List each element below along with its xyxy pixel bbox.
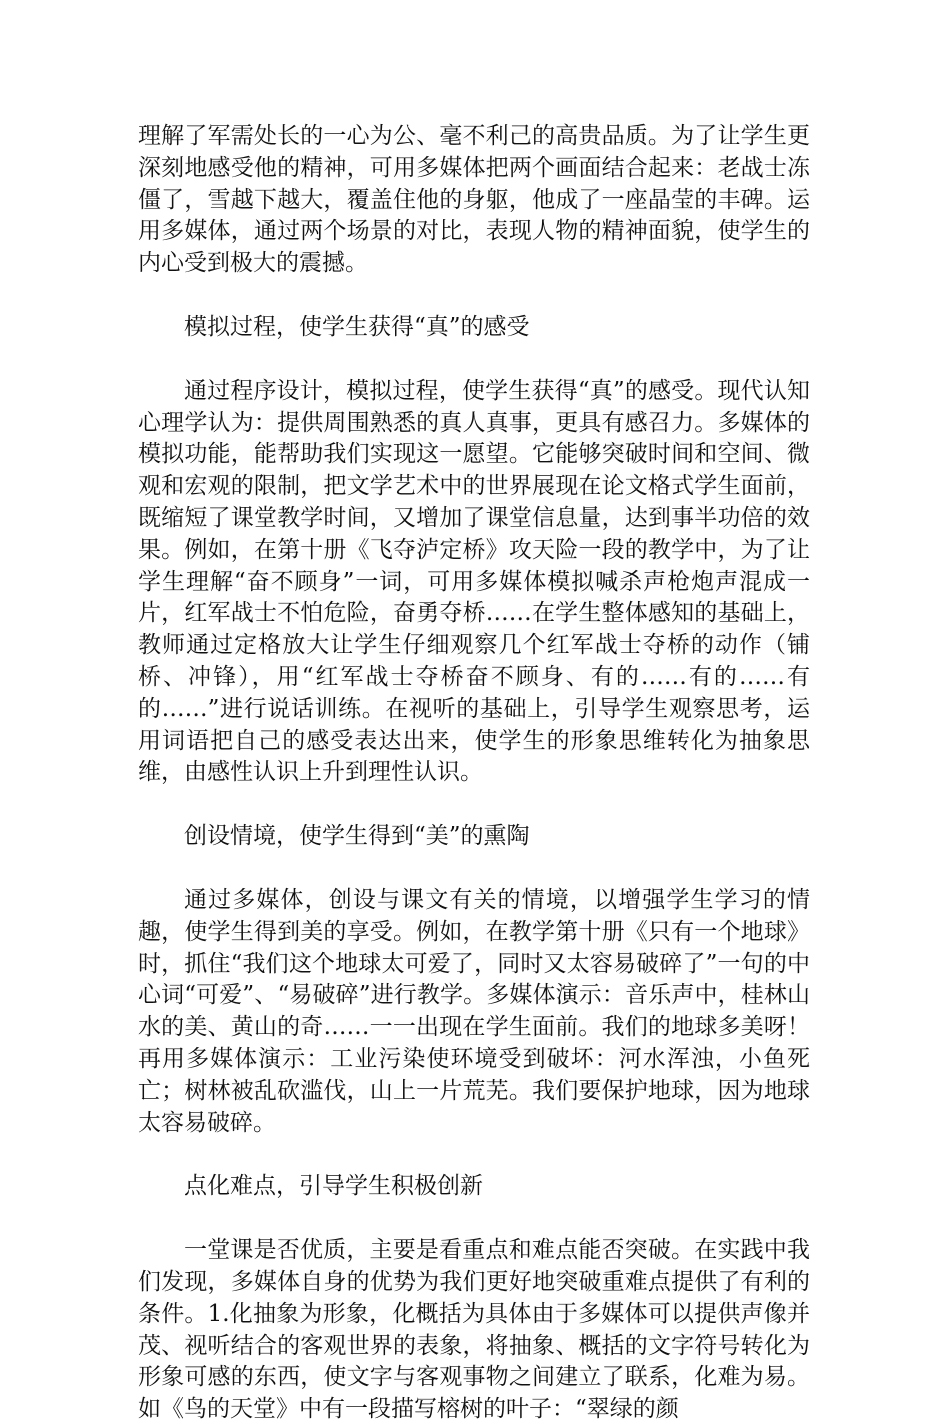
section-heading-situation: 创设情境，使学生得到“美”的熏陶 — [184, 823, 530, 850]
paragraph-gap — [138, 1139, 810, 1171]
paragraph-gap — [138, 1203, 810, 1235]
section-heading-simulation: 模拟过程，使学生获得“真”的感受 — [184, 313, 530, 340]
paragraph-gap — [138, 280, 810, 312]
document-body — [138, 121, 810, 1426]
paragraph-situation: 通过多媒体，创设与课文有关的情境，以增强学生学习的情趣，使学生得到美的享受。例如，在教学第十册《只有一个地球》时，抓住“我们这个地球太可爱了，同时又太容易破碎了”一句的中心词“可爱”、“易破碎”进行教学。多媒体演示：音乐声中，桂林山水的美、黄山的奇……一一出现在学生面前。我们的地球多美呀！再用多媒体演示：工业污染使环境受到破坏：河水浑浊，小鱼死亡；树林被乱砍滥伐，山上一片荒芜。我们要保护地球，因为地球太容易破碎。 — [138, 886, 810, 1136]
paragraph-simulation: 通过程序设计，模拟过程，使学生获得“真”的感受。现代认知心理学认为：提供周围熟悉的真人真事，更具有感召力。多媒体的模拟功能，能帮助我们实现这一愿望。它能够突破时间和空间、微观和宏观的限制，把文学艺术中的世界展现在论文格式学生面前，既缩短了课堂教学时间，又增加了课堂信息量，达到事半功倍的效果。例如，在第十册《飞夺泸定桥》攻天险一段的教学中，为了让学生理解“奋不顾身”一词，可用多媒体模拟喊杀声枪炮声混成一片，红军战士不怕危险，奋勇夺桥……在学生整体感知的基础上，教师通过定格放大让学生仔细观察几个红军战士夺桥的动作（铺桥、冲锋），用“红军战士夺桥奋不顾身、有的……有的……有的……”进行说话训练。在视听的基础上，引导学生观察思考，运用词语把自己的感受表达出来，使学生的形象思维转化为抽象思维，由感性认识上升到理性认识。 — [138, 377, 810, 786]
paragraph-continuation: 理解了军需处长的一心为公、毫不利己的高贵品质。为了让学生更深刻地感受他的精神，可用多媒体把两个画面结合起来：老战士冻僵了，雪越下越大，覆盖住他的身躯，他成了一座晶莹的丰碑。运用多媒体，通过两个场景的对比，表现人物的精神面貌，使学生的内心受到极大的震撼。 — [138, 123, 810, 277]
paragraph-gap — [138, 344, 810, 376]
paragraph-difficulty: 一堂课是否优质，主要是看重点和难点能否突破。在实践中我们发现，多媒体自身的优势为我们更好地突破重难点提供了有利的条件。1.化抽象为形象，化概括为具体由于多媒体可以提供声像并茂、视听结合的客观世界的表象，将抽象、概括的文字符号转化为形象可感的东西，使文字与客观事物之间建立了联系，化难为易。如《鸟的天堂》中有一段描写榕树的叶子：“翠绿的颜 — [138, 1237, 810, 1423]
paragraph-gap — [138, 853, 810, 885]
section-heading-difficulty: 点化难点，引导学生积极创新 — [184, 1173, 483, 1200]
paragraph-gap — [138, 789, 810, 821]
